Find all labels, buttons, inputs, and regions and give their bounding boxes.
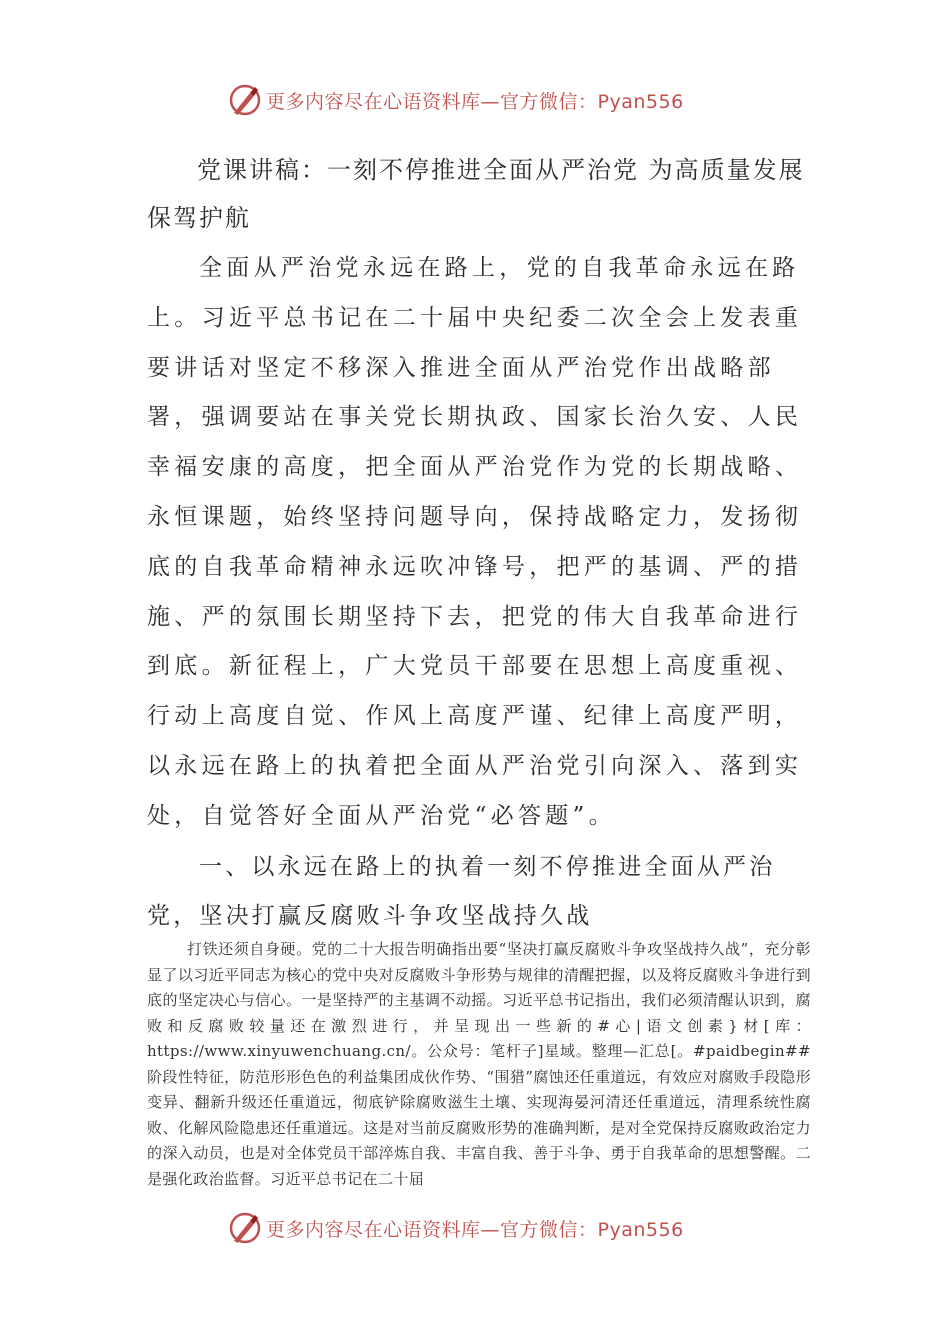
footer-banner	[228, 1208, 684, 1248]
section-1-body: 打铁还须自身硬。党的二十大报告明确指出要“坚决打赢反腐败斗争攻坚战持久战”，充分彰显了以习近平同志为核心的党中央对反腐败斗争形势与规律的清醒把握，以及将反腐败斗争进行到底的坚定决心与信心。一是坚持严的主基调不动摇。习近平总书记指出，我们必须清醒认识到，腐败和反腐败较量还在激烈进行，并呈现出一些新的#心|语文创素}材[库：https://www.xinyuwenchuang.cn/。公众号：笔杆子]星域。整理—汇总[。#paidbegin##阶段性特征，防范形形色色的利益集团成伙作势、“围猎”腐蚀还任重道远，有效应对腐败手段隐形变异、翻新升级还任重道远，彻底铲除腐败滋生土壤、实现海晏河清还任重道远，清理系统性腐败、化解风险隐患还任重道远。这是对当前反腐败形势的准确判断，是对全党保持反腐败政治定力的深入动员，也是对全体党员干部淬炼自我、丰富自我、善于斗争、勇于自我革命的思想警醒。二是强化政治监督。习近平总书记在二十届	[147, 940, 811, 1188]
document-title: 党课讲稿：一刻不停推进全面从严治党 为高质量发展保驾护航	[147, 156, 805, 232]
section-1-heading: 一、以永远在路上的执着一刻不停推进全面从严治党，坚决打赢反腐败斗争攻坚战持久战	[147, 854, 776, 929]
banner-text: 更多内容尽在心语资料库—官方微信：Pyan556	[266, 1218, 684, 1241]
wechat-id: Pyan556	[597, 90, 684, 113]
pen-in-circle-icon	[228, 83, 262, 117]
banner-text: 更多内容尽在心语资料库—官方微信：Pyan556	[266, 90, 684, 113]
intro-paragraph: 全面从严治党永远在路上，党的自我革命永远在路上。习近平总书记在二十届中央纪委二次全会上发表重要讲话对坚定不移深入推进全面从严治党作出战略部署，强调要站在事关党长期执政、国家长治久安、人民幸福安康的高度，把全面从严治党作为党的长期战略、永恒课题，始终坚持问题导向，保持战略定力，发扬彻底的自我革命精神永远吹冲锋号，把严的基调、严的措施、严的氛围长期坚持下去，把党的伟大自我革命进行到底。新征程上，广大党员干部要在思想上高度重视、行动上高度自觉、作风上高度严谨、纪律上高度严明，以永远在路上的执着把全面从严治党引向深入、落到实处，自觉答好全面从严治党“必答题”。	[147, 255, 803, 829]
header-banner	[228, 80, 684, 120]
wechat-id: Pyan556	[597, 1218, 684, 1241]
pen-in-circle-icon	[228, 1211, 262, 1245]
